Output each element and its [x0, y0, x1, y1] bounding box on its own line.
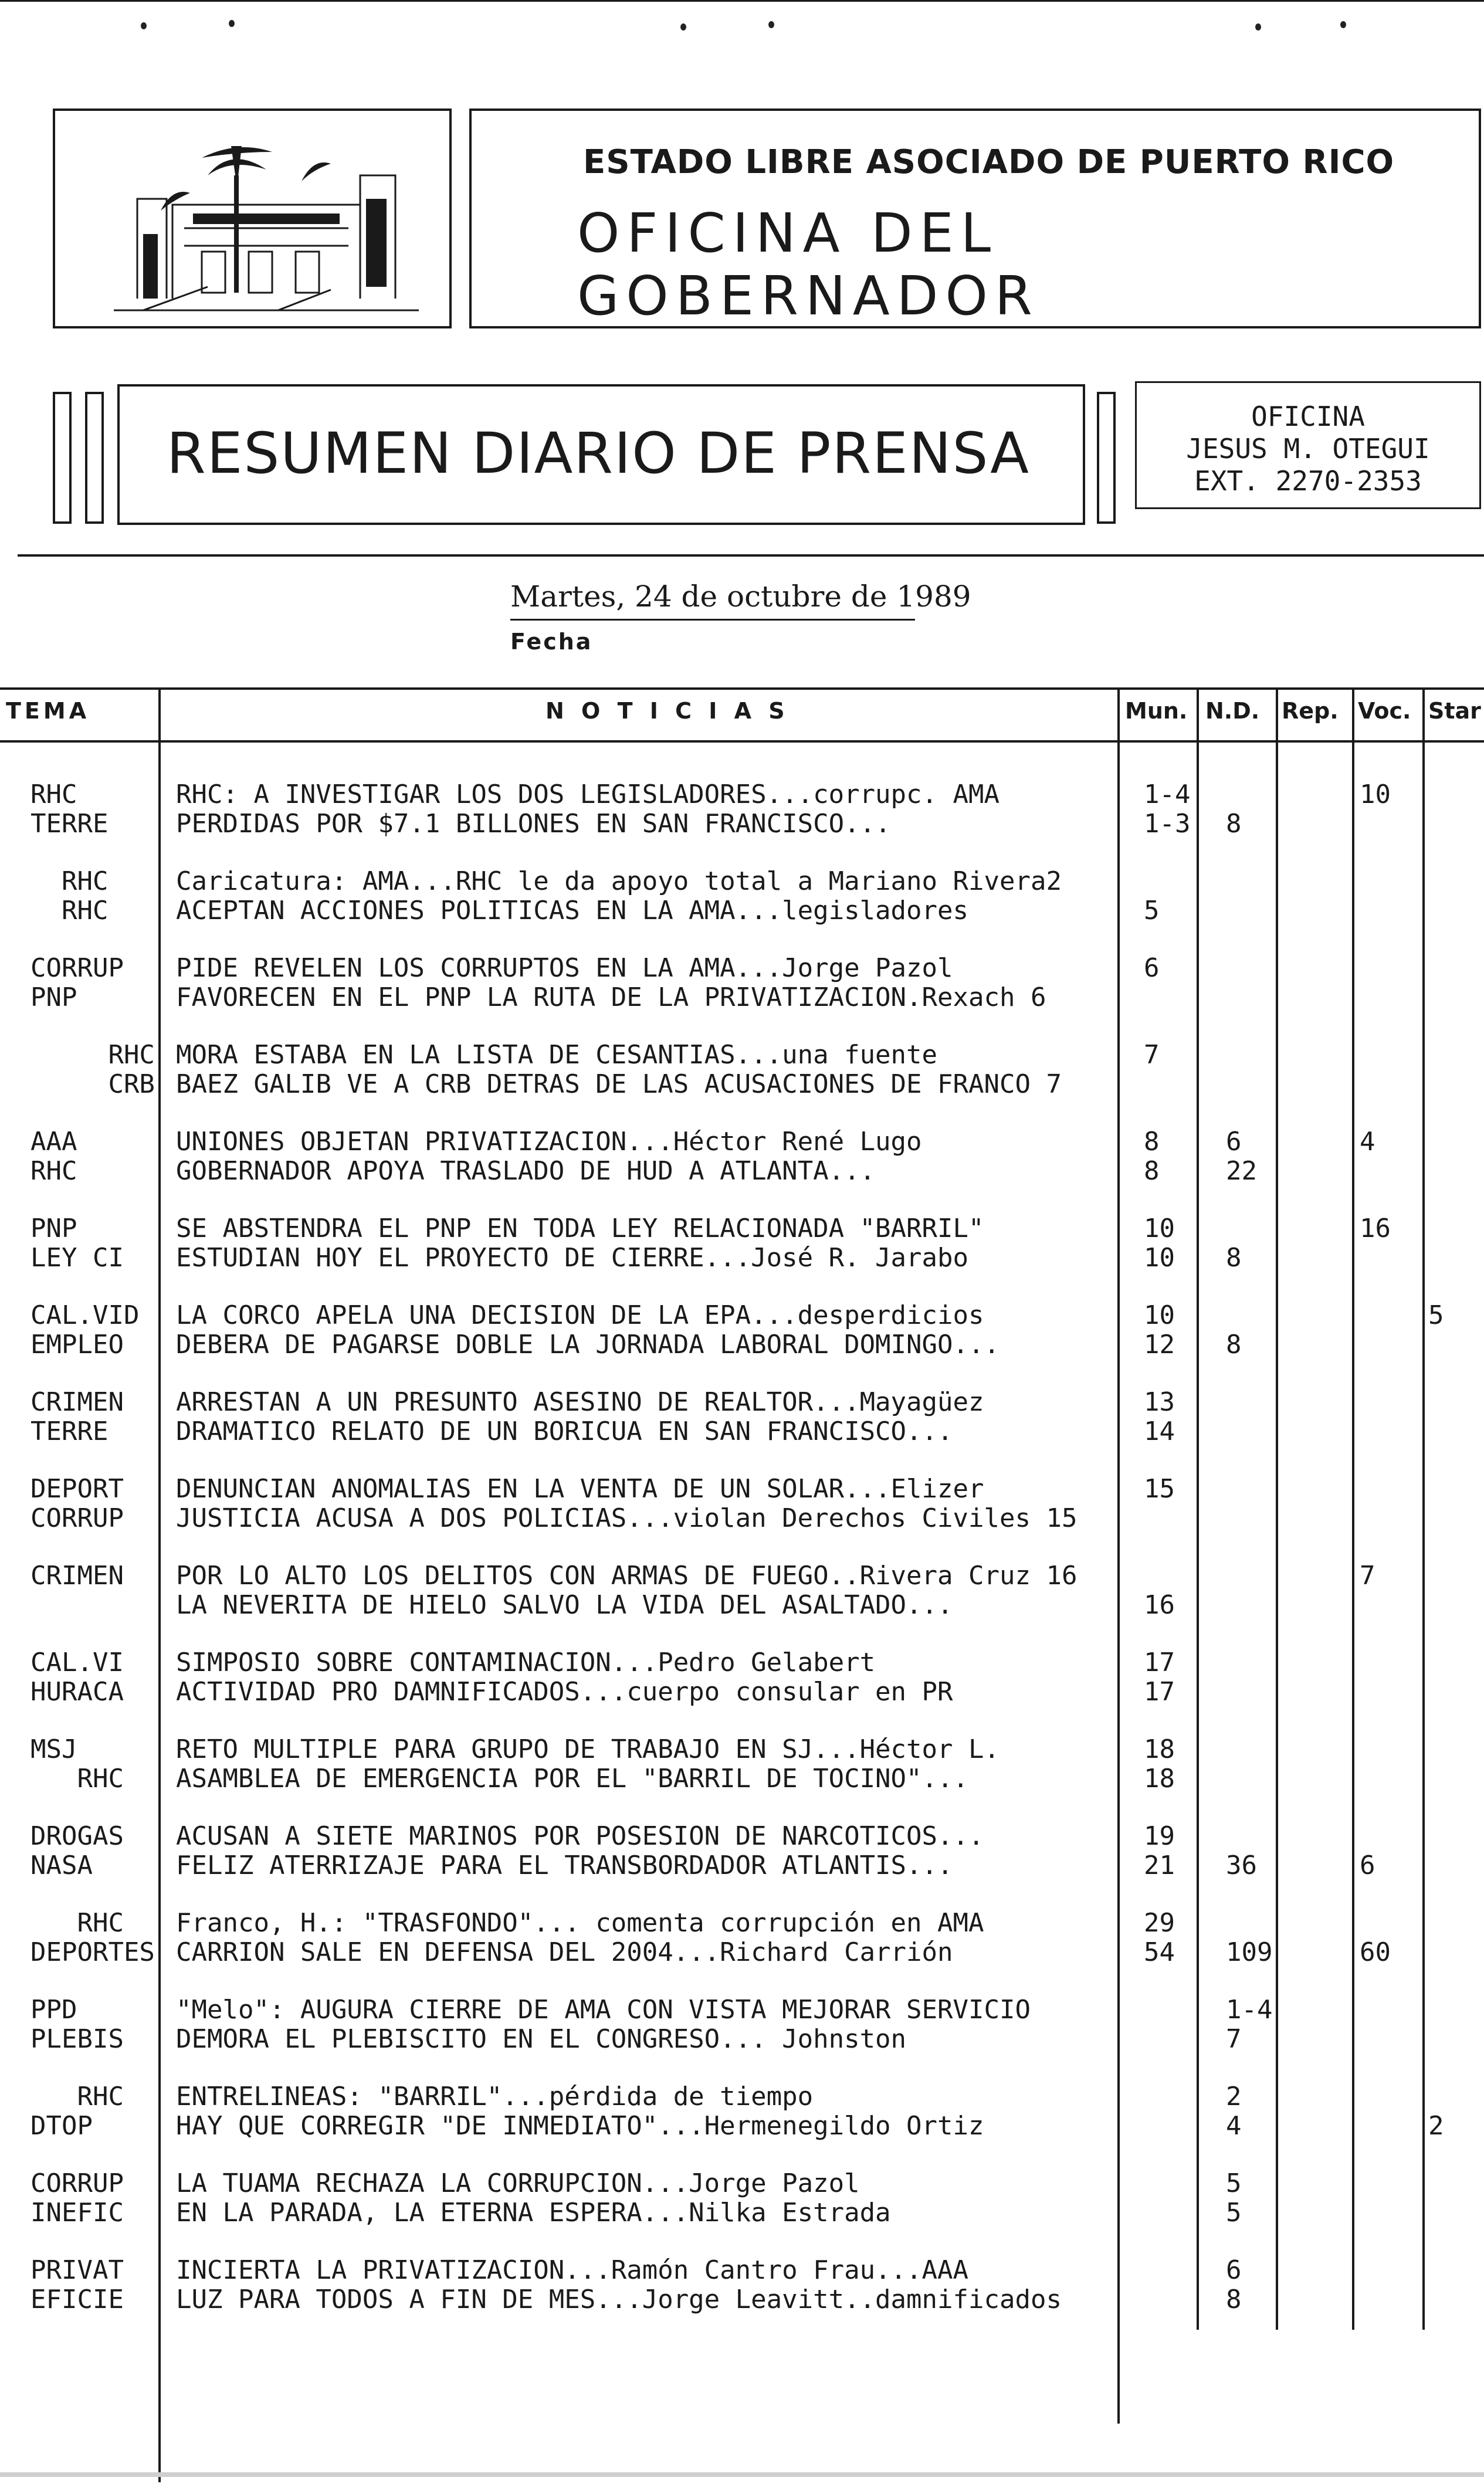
- row-noticia: ASAMBLEA DE EMERGENCIA POR EL "BARRIL DE TOCINO"...: [176, 1764, 969, 1794]
- row-mun: 8: [1144, 1156, 1160, 1186]
- row-noticia: INCIERTA LA PRIVATIZACION...Ramón Cantro Frau...AAA: [176, 2255, 969, 2285]
- row-nd: 4: [1226, 2111, 1242, 2141]
- row-noticia: DENUNCIAN ANOMALIAS EN LA VENTA DE UN SOLAR...Elizer: [176, 1474, 984, 1504]
- column-header-nd: N.D.: [1205, 698, 1260, 724]
- top-edge: [0, 0, 1484, 2]
- row-tema: RHC: [31, 1764, 124, 1794]
- row-noticia: LA CORCO APELA UNA DECISION DE LA EPA...desperdicios: [176, 1300, 984, 1330]
- row-tema: HURACA: [31, 1677, 124, 1707]
- row-mun: 18: [1144, 1734, 1175, 1764]
- date-underline: [510, 619, 915, 621]
- row-mun: 13: [1144, 1387, 1175, 1417]
- row-noticia: FAVORECEN EN EL PNP LA RUTA DE LA PRIVATIZACION.Rexach 6: [176, 982, 1046, 1012]
- scan-mark: [1340, 21, 1346, 28]
- table-row: [0, 1938, 1484, 1967]
- office-name: OFICINA DEL GOBERNADOR: [577, 202, 1039, 327]
- row-noticia: ACTIVIDAD PRO DAMNIFICADOS...cuerpo consular en PR: [176, 1677, 953, 1707]
- row-mun: 5: [1144, 896, 1160, 926]
- table-row: [0, 2256, 1484, 2285]
- table-row: [0, 1214, 1484, 1243]
- table-row: [0, 809, 1484, 839]
- office-box: [1135, 381, 1481, 509]
- row-nd: 36: [1226, 1851, 1257, 1880]
- row-noticia: PERDIDAS POR $7.1 BILLONES EN SAN FRANCISCO...: [176, 809, 891, 839]
- title-box: [117, 384, 1085, 525]
- row-noticia: MORA ESTABA EN LA LISTA DE CESANTIAS...una fuente: [176, 1040, 938, 1070]
- table-row: [0, 1041, 1484, 1070]
- row-nd: 7: [1226, 2024, 1242, 2054]
- bottom-edge: [0, 2472, 1484, 2477]
- row-voc: 60: [1360, 1937, 1391, 1967]
- header-divider: [18, 554, 1484, 557]
- row-noticia: ENTRELINEAS: "BARRIL"...pérdida de tiempo: [176, 2082, 814, 2112]
- row-tema: DEPORTES: [31, 1937, 155, 1967]
- table-row: [0, 867, 1484, 896]
- decorative-bar: [1097, 392, 1116, 524]
- row-mun: 10: [1144, 1300, 1175, 1330]
- table-row: [0, 1735, 1484, 1764]
- decorative-bar: [85, 392, 104, 524]
- column-header-mun: Mun.: [1125, 698, 1188, 724]
- row-tema: TERRE: [31, 1416, 109, 1446]
- table-row: [0, 1678, 1484, 1707]
- row-voc: 4: [1360, 1127, 1375, 1157]
- row-noticia: HAY QUE CORREGIR "DE INMEDIATO"...Hermenegildo Ortiz: [176, 2111, 984, 2141]
- table-row: [0, 1822, 1484, 1851]
- row-tema: AAA: [31, 1127, 77, 1157]
- row-nd: 6: [1226, 1127, 1242, 1157]
- table-row: [0, 2082, 1484, 2112]
- table-row: [0, 1301, 1484, 1330]
- column-header-noticias: N O T I C I A S: [546, 698, 790, 724]
- row-mun: 8: [1144, 1127, 1160, 1157]
- row-tema: RHC: [31, 2082, 124, 2112]
- row-mun: 18: [1144, 1764, 1175, 1794]
- table-row: [0, 983, 1484, 1012]
- row-tema: CORRUP: [31, 1503, 124, 1533]
- table-row: [0, 2112, 1484, 2141]
- table-row: [0, 2025, 1484, 2054]
- scan-mark: [229, 20, 235, 27]
- row-star: 5: [1428, 1300, 1444, 1330]
- table-row: [0, 1504, 1484, 1533]
- row-voc: 10: [1360, 780, 1391, 809]
- row-tema: CRIMEN: [31, 1387, 124, 1417]
- row-noticia: FELIZ ATERRIZAJE PARA EL TRANSBORDADOR ATLANTIS...: [176, 1851, 953, 1880]
- row-nd: 8: [1226, 2285, 1242, 2314]
- row-noticia: ACUSAN A SIETE MARINOS POR POSESION DE NARCOTICOS...: [176, 1821, 984, 1851]
- row-voc: 16: [1360, 1214, 1391, 1243]
- row-noticia: DRAMATICO RELATO DE UN BORICUA EN SAN FRANCISCO...: [176, 1416, 953, 1446]
- row-mun: 54: [1144, 1937, 1175, 1967]
- column-divider: [1117, 687, 1120, 2424]
- row-mun: 10: [1144, 1243, 1175, 1273]
- row-mun: 17: [1144, 1677, 1175, 1707]
- table-row: [0, 1127, 1484, 1157]
- row-tema: RHC: [31, 866, 109, 896]
- row-noticia: JUSTICIA ACUSA A DOS POLICIAS...violan Derechos Civiles 15: [176, 1503, 1078, 1533]
- scan-mark: [768, 21, 774, 28]
- table-row: [0, 780, 1484, 809]
- row-noticia: POR LO ALTO LOS DELITOS CON ARMAS DE FUEGO..Rivera Cruz 16: [176, 1561, 1078, 1591]
- row-noticia: CARRION SALE EN DEFENSA DEL 2004...Richard Carrión: [176, 1937, 953, 1967]
- table-row: [0, 1475, 1484, 1504]
- row-tema: CRIMEN: [31, 1561, 124, 1591]
- row-noticia: EN LA PARADA, LA ETERNA ESPERA...Nilka Estrada: [176, 2198, 891, 2228]
- table-row: [0, 2198, 1484, 2228]
- table-row: [0, 896, 1484, 926]
- fortaleza-illustration: [55, 111, 449, 326]
- row-noticia: ACEPTAN ACCIONES POLITICAS EN LA AMA...legisladores: [176, 896, 969, 926]
- row-tema: TERRE: [31, 809, 109, 839]
- row-noticia: SIMPOSIO SOBRE CONTAMINACION...Pedro Gelabert: [176, 1648, 876, 1678]
- table-row: [0, 1995, 1484, 2025]
- row-noticia: DEMORA EL PLEBISCITO EN EL CONGRESO... Johnston: [176, 2024, 907, 2054]
- decorative-bar: [53, 392, 72, 524]
- column-header-tema: TEMA: [6, 698, 90, 724]
- table-row: [0, 1764, 1484, 1794]
- row-tema: PNP: [31, 982, 77, 1012]
- table-row: [0, 2169, 1484, 2198]
- row-noticia: RETO MULTIPLE PARA GRUPO DE TRABAJO EN SJ...Héctor L.: [176, 1734, 1000, 1764]
- row-noticia: SE ABSTENDRA EL PNP EN TODA LEY RELACIONADA "BARRIL": [176, 1214, 984, 1243]
- row-tema: RHC: [31, 1040, 155, 1070]
- table-row: [0, 1909, 1484, 1938]
- row-mun: 14: [1144, 1416, 1175, 1446]
- row-noticia: Franco, H.: "TRASFONDO"... comenta corrupción en AMA: [176, 1908, 984, 1938]
- row-mun: 1-4: [1144, 780, 1191, 809]
- row-tema: RHC: [31, 1156, 77, 1186]
- row-nd: 8: [1226, 1243, 1242, 1273]
- logo-box: [53, 109, 452, 328]
- row-tema: PPD: [31, 1995, 77, 2025]
- row-tema: INEFIC: [31, 2198, 124, 2228]
- scan-mark: [141, 22, 147, 29]
- table-row: [0, 1417, 1484, 1446]
- row-mun: 7: [1144, 1040, 1160, 1070]
- page-title: RESUMEN DIARIO DE PRENSA: [167, 421, 1030, 486]
- table-row: [0, 1330, 1484, 1360]
- row-noticia: Caricatura: AMA...RHC le da apoyo total a Mariano Rivera2: [176, 866, 1062, 896]
- office-label: OFICINA: [1251, 401, 1365, 432]
- table-row: [0, 2285, 1484, 2314]
- row-nd: 5: [1226, 2168, 1242, 2198]
- row-noticia: LA TUAMA RECHAZA LA CORRUPCION...Jorge Pazol: [176, 2168, 860, 2198]
- row-noticia: GOBERNADOR APOYA TRASLADO DE HUD A ATLANTA...: [176, 1156, 876, 1186]
- row-nd: 1-4: [1226, 1995, 1273, 2025]
- row-tema: RHC: [31, 780, 77, 809]
- row-noticia: DEBERA DE PAGARSE DOBLE LA JORNADA LABORAL DOMINGO...: [176, 1330, 1000, 1360]
- row-tema: DEPORT: [31, 1474, 124, 1504]
- row-nd: 109: [1226, 1937, 1273, 1967]
- row-noticia: BAEZ GALIB VE A CRB DETRAS DE LAS ACUSACIONES DE FRANCO 7: [176, 1069, 1062, 1099]
- row-mun: 16: [1144, 1590, 1175, 1620]
- column-header-rep: Rep.: [1282, 698, 1339, 724]
- row-tema: DTOP: [31, 2111, 93, 2141]
- scan-mark: [680, 23, 686, 31]
- table-row: [0, 1648, 1484, 1678]
- table-row: [0, 1591, 1484, 1620]
- row-noticia: LUZ PARA TODOS A FIN DE MES...Jorge Leavitt..damnificados: [176, 2285, 1062, 2314]
- date: Martes, 24 de octubre de 1989: [510, 580, 971, 614]
- row-voc: 6: [1360, 1851, 1375, 1880]
- row-mun: 1-3: [1144, 809, 1191, 839]
- column-header-star: Star: [1428, 698, 1481, 724]
- table-row: [0, 954, 1484, 983]
- table-row: [0, 1388, 1484, 1417]
- row-tema: CORRUP: [31, 953, 124, 983]
- row-noticia: PIDE REVELEN LOS CORRUPTOS EN LA AMA...Jorge Pazol: [176, 953, 953, 983]
- row-tema: CAL.VI: [31, 1648, 124, 1678]
- row-mun: 21: [1144, 1851, 1175, 1880]
- row-nd: 2: [1226, 2082, 1242, 2112]
- row-tema: CRB: [31, 1069, 155, 1099]
- row-tema: RHC: [31, 1908, 124, 1938]
- table-top-border: [0, 687, 1484, 690]
- row-mun: 17: [1144, 1648, 1175, 1678]
- row-tema: EFICIE: [31, 2285, 124, 2314]
- row-tema: MSJ: [31, 1734, 77, 1764]
- header-bottom-border: [0, 740, 1484, 743]
- column-header-voc: Voc.: [1358, 698, 1411, 724]
- row-mun: 6: [1144, 953, 1160, 983]
- row-tema: DROGAS: [31, 1821, 124, 1851]
- row-noticia: LA NEVERITA DE HIELO SALVO LA VIDA DEL ASALTADO...: [176, 1590, 953, 1620]
- row-mun: 29: [1144, 1908, 1175, 1938]
- table-row: [0, 1243, 1484, 1273]
- table-row: [0, 1561, 1484, 1591]
- row-noticia: "Melo": AUGURA CIERRE DE AMA CON VISTA MEJORAR SERVICIO: [176, 1995, 1031, 2025]
- row-mun: 12: [1144, 1330, 1175, 1360]
- office-extension: EXT. 2270-2353: [1194, 465, 1422, 497]
- row-tema: CORRUP: [31, 2168, 124, 2198]
- scan-mark: [1255, 23, 1261, 31]
- row-nd: 5: [1226, 2198, 1242, 2228]
- row-tema: RHC: [31, 896, 109, 926]
- office-contact-name: JESUS M. OTEGUI: [1186, 433, 1430, 465]
- table-row: [0, 1851, 1484, 1880]
- row-tema: NASA: [31, 1851, 93, 1880]
- row-nd: 6: [1226, 2255, 1242, 2285]
- row-noticia: ESTUDIAN HOY EL PROYECTO DE CIERRE...José R. Jarabo: [176, 1243, 969, 1273]
- table-row: [0, 1070, 1484, 1099]
- row-tema: EMPLEO: [31, 1330, 124, 1360]
- row-tema: LEY CI: [31, 1243, 124, 1273]
- row-tema: PNP: [31, 1214, 77, 1243]
- row-mun: 15: [1144, 1474, 1175, 1504]
- row-tema: CAL.VID: [31, 1300, 140, 1330]
- row-nd: 8: [1226, 809, 1242, 839]
- row-tema: PRIVAT: [31, 2255, 124, 2285]
- table-row: [0, 1157, 1484, 1186]
- row-noticia: UNIONES OBJETAN PRIVATIZACION...Héctor René Lugo: [176, 1127, 922, 1157]
- row-nd: 22: [1226, 1156, 1257, 1186]
- government-name: ESTADO LIBRE ASOCIADO DE PUERTO RICO: [583, 143, 1395, 181]
- row-voc: 7: [1360, 1561, 1375, 1591]
- row-star: 2: [1428, 2111, 1444, 2141]
- row-noticia: ARRESTAN A UN PRESUNTO ASESINO DE REALTOR...Mayagüez: [176, 1387, 984, 1417]
- row-mun: 19: [1144, 1821, 1175, 1851]
- row-nd: 8: [1226, 1330, 1242, 1360]
- row-mun: 10: [1144, 1214, 1175, 1243]
- row-noticia: RHC: A INVESTIGAR LOS DOS LEGISLADORES...corrupc. AMA: [176, 780, 1000, 809]
- header-box: [469, 109, 1481, 328]
- row-tema: PLEBIS: [31, 2024, 124, 2054]
- date-label: Fecha: [510, 629, 593, 655]
